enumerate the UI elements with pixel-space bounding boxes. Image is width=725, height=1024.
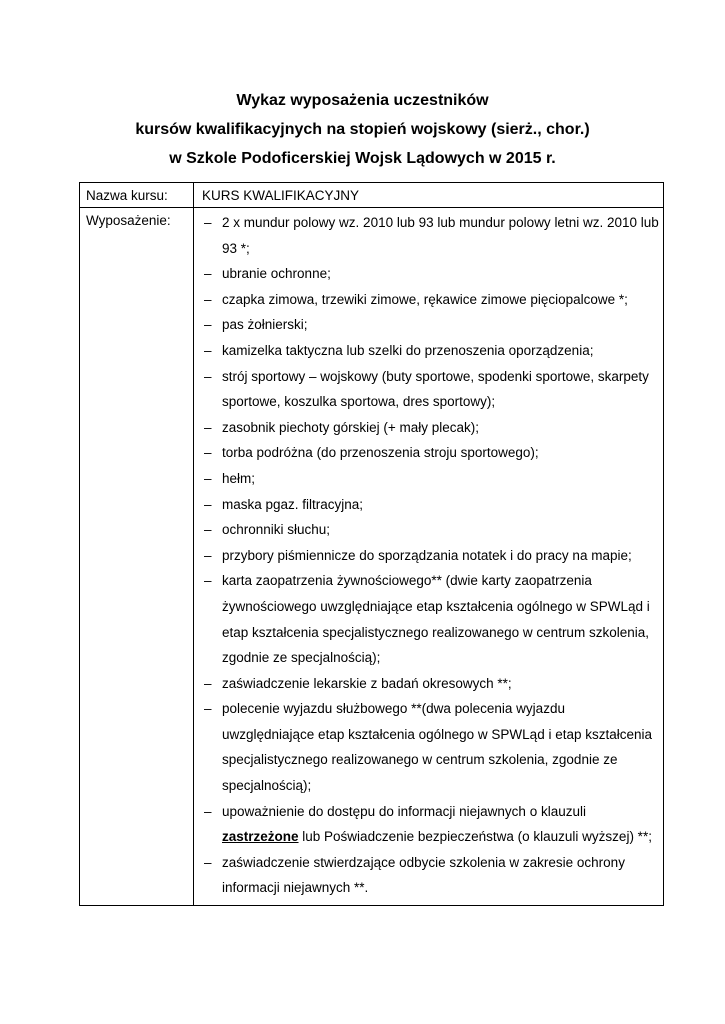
dash-bullet: –: [204, 522, 212, 538]
dash-bullet: –: [204, 445, 212, 461]
list-item: [202, 466, 659, 492]
list-item-text: zaświadczenie lekarskie z badań okresowych **;: [222, 675, 512, 691]
list-item: [202, 517, 659, 543]
list-item: [202, 261, 659, 287]
dash-bullet: –: [204, 291, 212, 307]
list-item-text: karta zaopatrzenia żywnościowego** (dwie karty zaopatrzenia żywnościowego uwzględniające etap kształcenia ogólnego w SPWLąd i etap kształcenia specjalistycznego realizowanego w centrum szkolenia, zgodnie ze specjalnością);: [222, 573, 650, 666]
clause-text-after: lub Poświadczenie bezpieczeństwa (o klauzuli wyższej) **;: [298, 829, 652, 845]
list-item: [202, 850, 659, 901]
list-item-text: zasobnik piechoty górskiej (+ mały plecak);: [222, 419, 479, 435]
dash-bullet: –: [204, 342, 212, 358]
list-item: [202, 364, 659, 415]
list-item-text: zaświadczenie stwierdzające odbycie szkolenia w zakresie ochrony informacji niejawnych **.: [222, 854, 625, 896]
dash-bullet: –: [204, 854, 212, 870]
list-item: [202, 543, 659, 569]
list-item-text: hełm;: [222, 470, 256, 486]
list-item-text: torba podróżna (do przenoszenia stroju sportowego);: [222, 445, 539, 461]
course-label-cell: Nazwa kursu:: [80, 183, 194, 208]
clause-text-before: upoważnienie do dostępu do informacji niejawnych o klauzuli: [222, 803, 586, 819]
equipment-row: [80, 208, 664, 906]
equipment-list: [202, 210, 659, 905]
list-item-text: 2 x mundur polowy wz. 2010 lub 93 lub mundur polowy letni wz. 2010 lub 93 *;: [222, 215, 659, 256]
list-item-text: ochronniki słuchu;: [222, 522, 331, 538]
list-item: [202, 210, 659, 261]
list-item-text: strój sportowy – wojskowy (buty sportowe, spodenki sportowe, skarpety sportowe, koszulka sportowa, dres sportowy);: [222, 368, 649, 410]
equipment-label-cell: Wyposażenie:: [80, 208, 194, 906]
dash-bullet: –: [204, 547, 212, 563]
list-item: [202, 287, 659, 313]
document-title: [0, 86, 725, 173]
list-item: [202, 696, 659, 798]
title-line-3: w Szkole Podoficerskiej Wojsk Lądowych w 2015 r.: [169, 150, 556, 167]
dash-bullet: –: [204, 701, 212, 717]
list-item: [202, 568, 659, 670]
list-item: [202, 338, 659, 364]
clause-underlined: zastrzeżone: [222, 829, 299, 845]
list-item: [202, 492, 659, 518]
dash-bullet: –: [204, 419, 212, 435]
dash-bullet: –: [204, 803, 212, 819]
list-item-text: ubranie ochronne;: [222, 266, 331, 282]
dash-bullet: –: [204, 470, 212, 486]
list-item: [202, 671, 659, 697]
dash-bullet: –: [204, 215, 212, 230]
list-item-text: przybory piśmiennicze do sporządzania notatek i do pracy na mapie;: [222, 547, 632, 563]
list-item-text: maska pgaz. filtracyjna;: [222, 496, 364, 512]
list-item-clause: [202, 799, 659, 850]
list-item: [202, 440, 659, 466]
title-line-2: kursów kwalifikacyjnych na stopień wojskowy (sierż., chor.): [135, 121, 590, 138]
course-value-cell: KURS KWALIFIKACYJNY: [194, 183, 664, 208]
dash-bullet: –: [204, 675, 212, 691]
list-item: [202, 312, 659, 338]
list-item-text: pas żołnierski;: [222, 317, 308, 333]
course-row: [80, 183, 664, 208]
dash-bullet: –: [204, 266, 212, 282]
dash-bullet: –: [204, 496, 212, 512]
dash-bullet: –: [204, 317, 212, 333]
dash-bullet: –: [204, 573, 212, 589]
title-line-1: Wykaz wyposażenia uczestników: [236, 92, 489, 109]
list-item-text: polecenie wyjazdu służbowego **(dwa polecenia wyjazdu uwzględniające etap kształcenia ogólnego w SPWLąd i etap kształcenia specjalistycznego realizowanego w centrum szkolenia, zgodnie ze specjalnością);: [222, 701, 653, 794]
list-item-text: czapka zimowa, trzewiki zimowe, rękawice zimowe pięciopalcowe *;: [222, 291, 628, 307]
list-item-text: kamizelka taktyczna lub szelki do przenoszenia oporządzenia;: [222, 342, 594, 358]
dash-bullet: –: [204, 368, 212, 384]
list-item: [202, 415, 659, 441]
equipment-list-cell: [194, 208, 664, 906]
equipment-table: [79, 182, 664, 906]
